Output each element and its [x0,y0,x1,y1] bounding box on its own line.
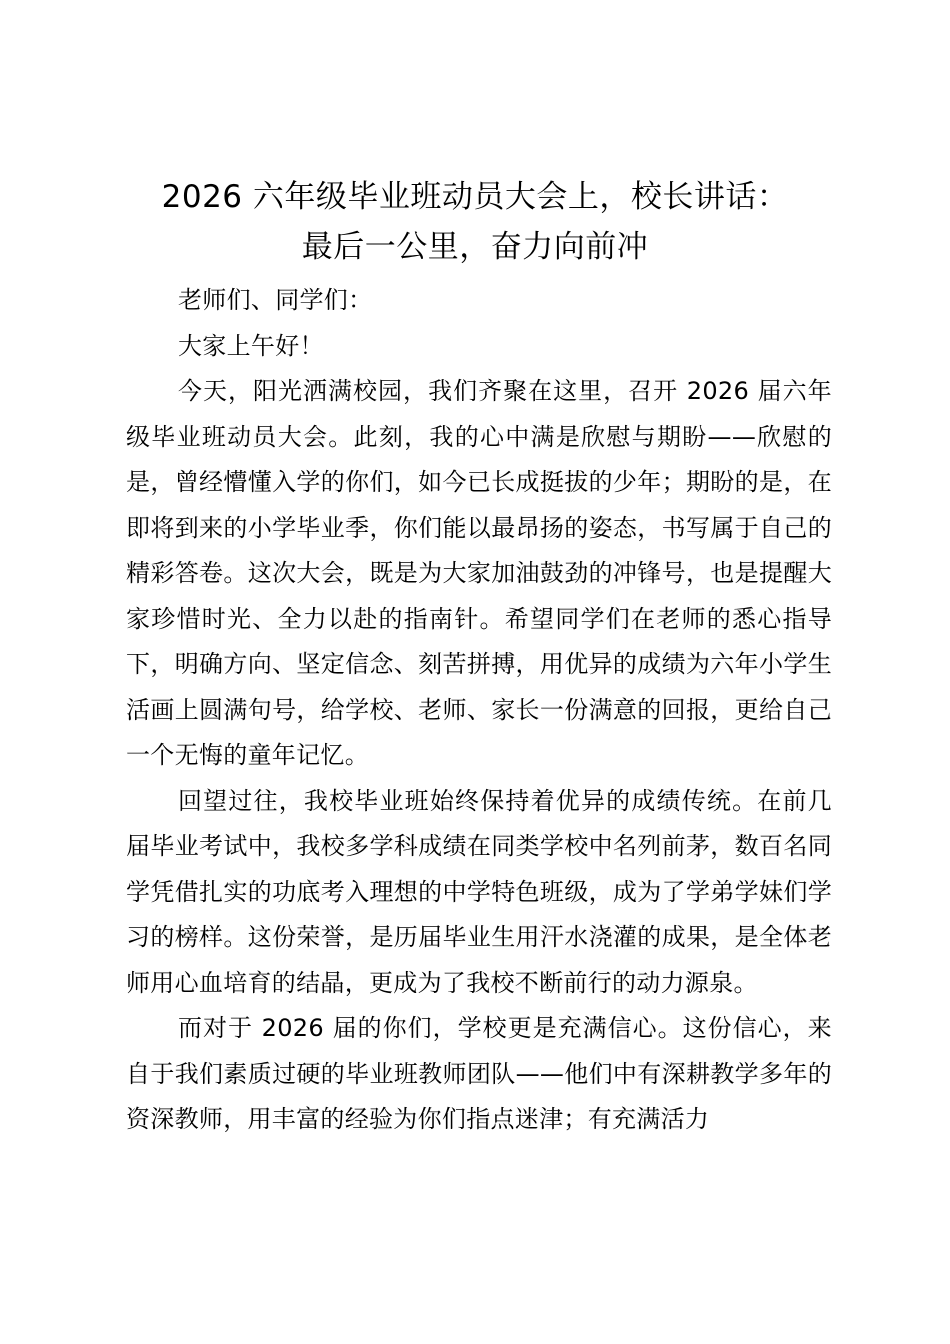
paragraph-intro: 今天，阳光洒满校园，我们齐聚在这里，召开 2026 届六年级毕业班动员大会。此刻，我的心中满是欣慰与期盼——欣慰的是，曾经懵懂入学的你们，如今已长成挺拔的少年；期盼的是，在即将到来的小学毕业季，你们能以最昂扬的姿态，书写属于自己的精彩答卷。这次大会，既是为大家加油鼓劲的冲锋号，也是提醒大家珍惜时光、全力以赴的指南针。希望同学们在老师的悉心指导下，明确方向、坚定信念、刻苦拼搏，用优异的成绩为六年小学生活画上圆满句号，给学校、老师、家长一份满意的回报，更给自己一个无悔的童年记忆。 [126,377,832,769]
title-line-2: 最后一公里，奋力向前冲 [301,229,649,265]
document-body [126,278,832,1143]
document-title [60,172,890,272]
title-line-1: 2026 六年级毕业班动员大会上，校长讲话： [161,179,789,215]
paragraph-confidence: 而对于 2026 届的你们，学校更是充满信心。这份信心，来自于我们素质过硬的毕业班教师团队——他们中有深耕教学多年的资深教师，用丰富的经验为你们指点迷津；有充满活力 [126,1014,832,1133]
salutation: 老师们、同学们： [178,286,373,314]
greeting: 大家上午好！ [178,331,324,360]
paragraph-review: 回望过往，我校毕业班始终保持着优异的成绩传统。在前几届毕业考试中，我校多学科成绩在同类学校中名列前茅，数百名同学凭借扎实的功底考入理想的中学特色班级，成为了学弟学妹们学习的榜样。这份荣誉，是历届毕业生用汗水浇灌的成果，是全体老师用心血培育的结晶，更成为了我校不断前行的动力源泉。 [126,786,832,997]
